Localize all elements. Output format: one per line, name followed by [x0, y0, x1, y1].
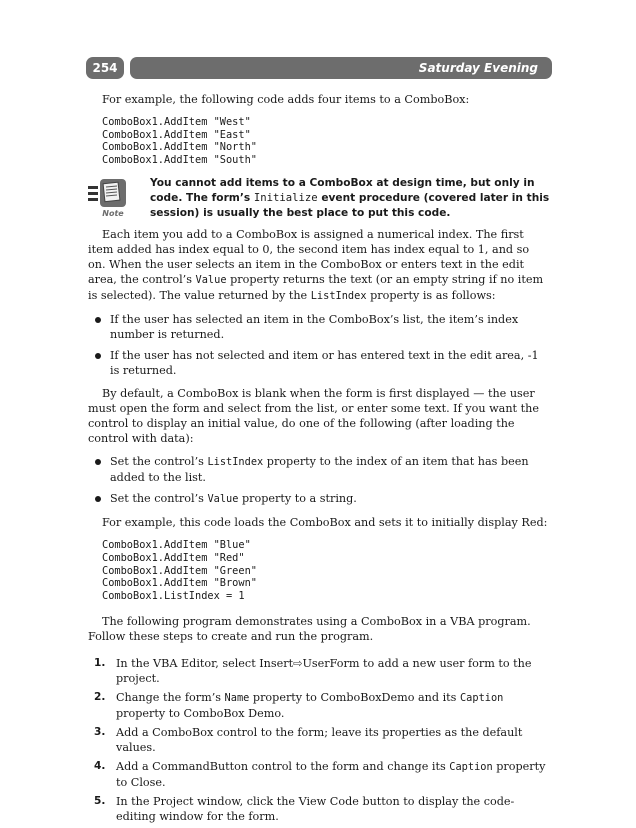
- step-item: 1. In the VBA Editor, select Insert⇨UserForm to add a new user form to the project.: [94, 657, 532, 686]
- bullet-dot: [95, 353, 101, 359]
- intro-paragraph: For example, the following code adds four items to a ComboBox:: [102, 93, 470, 106]
- example-paragraph: For example, this code loads the ComboBox and sets it to initially display Red:: [102, 516, 548, 530]
- initial-value-bullets: [88, 454, 550, 507]
- running-header-bar: [130, 57, 552, 79]
- bullet-dot: [95, 496, 101, 502]
- code-block-1: [88, 116, 550, 166]
- menu-arrow-icon: ⇨: [293, 657, 303, 671]
- note-icon: [88, 178, 134, 218]
- code-line: ComboBox1.AddItem "East": [102, 128, 251, 141]
- list-item: If the user has selected an item in the ComboBox’s list, the item’s index number is returned.: [88, 312, 550, 342]
- code-line: ComboBox1.AddItem "North": [102, 141, 257, 154]
- index-paragraph: Each item you add to a ComboBox is assigned a numerical index. The first item added has index equal to 0, the second item has index equal to 1, and so on. When the user selects an item in the ComboBox or enters text in the edit area, the control’s Value property returns the text (or an empty string if no item is selected). The value returned by the ListIndex property is as follows:: [88, 228, 544, 303]
- page-body: [88, 92, 550, 828]
- bullet-dot: [95, 317, 101, 323]
- note-text: You cannot add items to a ComboBox at design time, but only in code. The form’s Initialize event procedure (covered later in this session) is usually the best place to put this code.: [150, 177, 550, 220]
- code-line: ComboBox1.AddItem "Green": [102, 564, 257, 577]
- listindex-bullets: [88, 312, 550, 378]
- list-item: Set the control’s ListIndex property to the index of an item that has been added to the list.: [88, 454, 550, 485]
- code-line: ComboBox1.AddItem "South": [102, 153, 257, 166]
- list-item: If the user has not selected and item or has entered text in the edit area, -1 is returned.: [88, 348, 550, 378]
- step-item: 4. Add a CommandButton control to the form and change its Caption property to Close.: [94, 760, 546, 790]
- step-item: 5. In the Project window, click the View Code button to display the code-editing window for the form.: [94, 795, 515, 824]
- step-item: 3. Add a ComboBox control to the form; leave its properties as the default values.: [94, 726, 523, 755]
- code-line: ComboBox1.AddItem "Blue": [102, 539, 251, 552]
- page-number: 254: [86, 57, 124, 79]
- step-item: 2. Change the form’s Name property to ComboBoxDemo and its Caption property to ComboBox Demo.: [94, 691, 504, 721]
- code-line: ComboBox1.AddItem "West": [102, 116, 251, 128]
- code-line: ComboBox1.AddItem "Red": [102, 551, 245, 564]
- code-line: ComboBox1.AddItem "Brown": [102, 577, 257, 590]
- code-line: ComboBox1.ListIndex = 1: [102, 589, 245, 602]
- bullet-dot: [95, 459, 101, 465]
- section-title: Saturday Evening: [418, 61, 538, 75]
- default-paragraph: By default, a ComboBox is blank when the form is first displayed — the user must open the form and select from the list, or enter some text. If you want the control to display an initial value, do one of the following (after loading the control with data):: [88, 387, 539, 446]
- note-callout: [88, 176, 550, 221]
- steps-list: [88, 656, 550, 824]
- list-item: Set the control’s Value property to a string.: [88, 491, 550, 507]
- program-paragraph: The following program demonstrates using a ComboBox in a VBA program. Follow these steps to create and run the program.: [88, 615, 531, 644]
- code-block-2: [88, 539, 550, 602]
- note-icon-label: Note: [102, 209, 124, 219]
